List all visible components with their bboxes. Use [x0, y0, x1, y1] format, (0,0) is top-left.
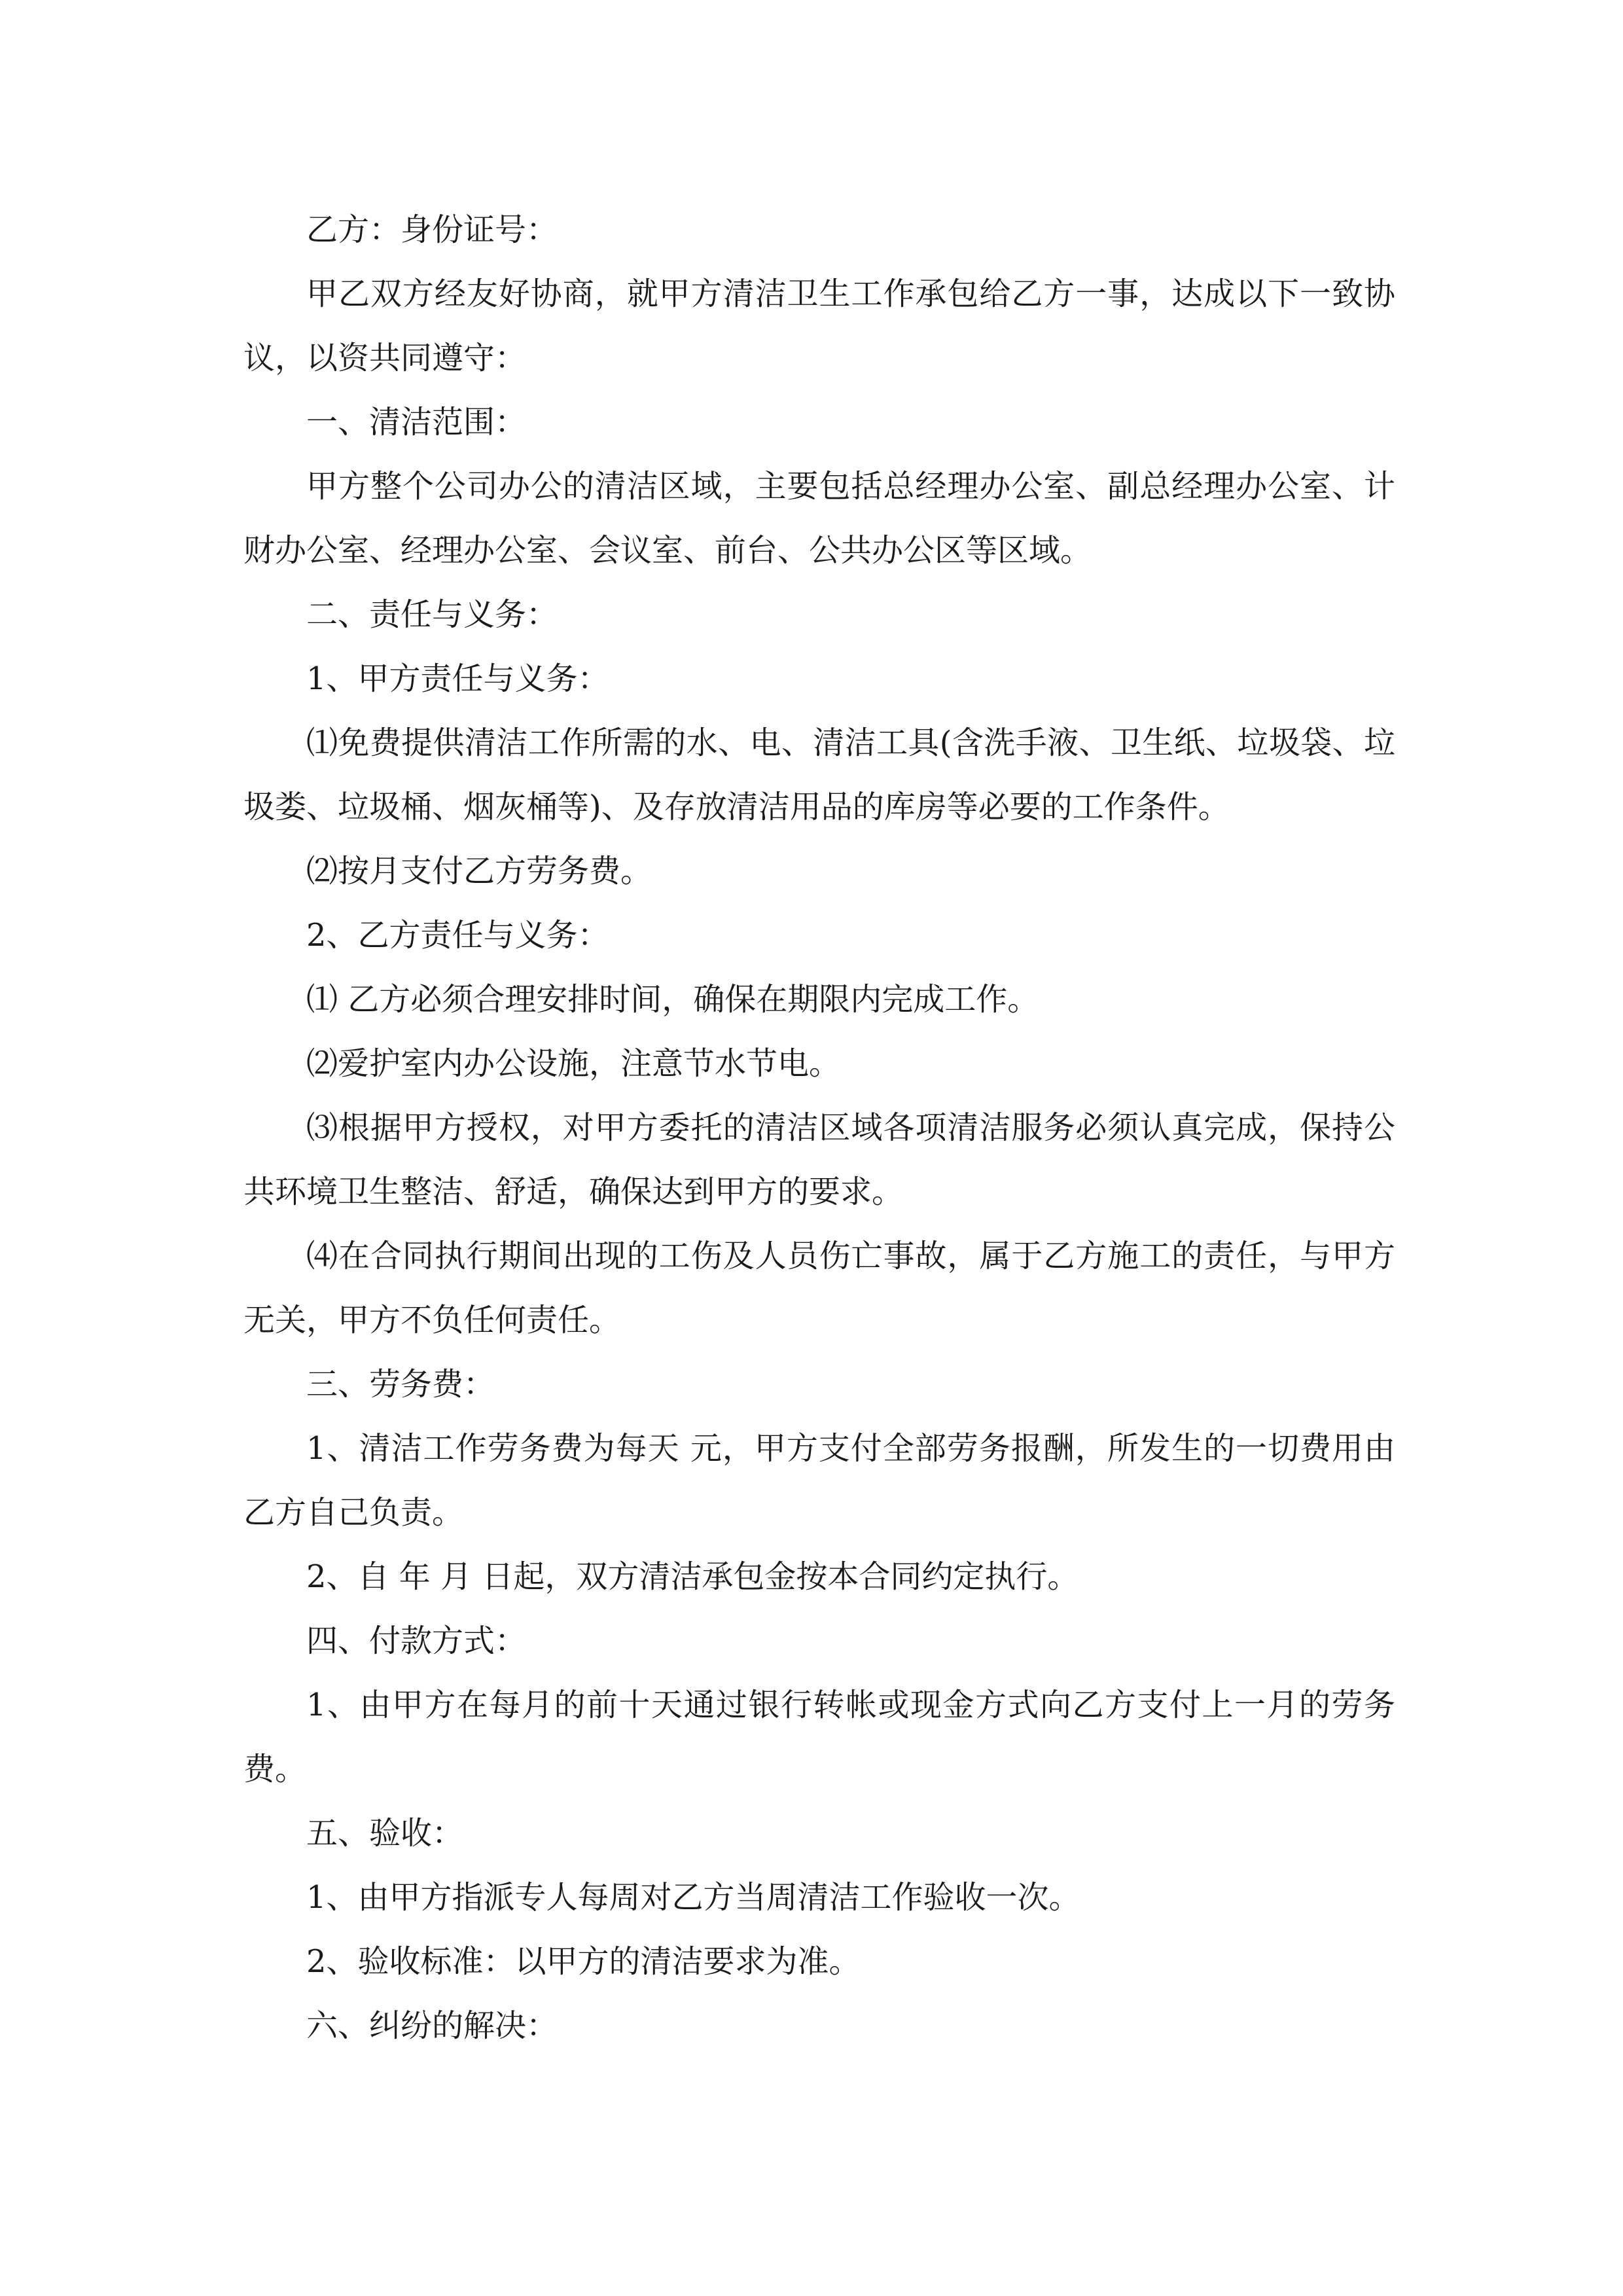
section-heading-duties: 二、责任与义务： [306, 596, 558, 633]
section-heading-scope: 一、清洁范围： [306, 404, 527, 440]
party-b-duty-3: ⑶根据甲方授权，对甲方委托的清洁区域各项清洁服务必须认真完成，保持公共环境卫生整洁、舒适，确保达到甲方的要求。 [243, 1109, 1395, 1210]
section-heading-payment: 四、付款方式： [306, 1623, 527, 1659]
fee-clause-1: 1、清洁工作劳务费为每天 元，甲方支付全部劳务报酬，所发生的一切费用由乙方自己负责。 [243, 1430, 1395, 1531]
document-body [243, 198, 1395, 2058]
preamble-paragraph: 甲乙双方经友好协商，就甲方清洁卫生工作承包给乙方一事，达成以下一致协议，以资共同遵守： [243, 276, 1395, 376]
section-heading-fees: 三、劳务费： [306, 1366, 495, 1403]
party-a-duty-1: ⑴免费提供清洁工作所需的水、电、清洁工具(含洗手液、卫生纸、垃圾袋、垃圾娄、垃圾桶、烟灰桶等)、及存放清洁用品的库房等必要的工作条件。 [243, 725, 1395, 825]
section-heading-acceptance: 五、验收： [306, 1815, 464, 1852]
party-b-duty-4: ⑷在合同执行期间出现的工伤及人员伤亡事故，属于乙方施工的责任，与甲方无关，甲方不负任何责任。 [243, 1238, 1395, 1338]
acceptance-clause-1: 1、由甲方指派专人每周对乙方当周清洁工作验收一次。 [306, 1879, 1080, 1916]
subheading-party-a-duties: 1、甲方责任与义务： [306, 660, 609, 697]
fee-clause-2: 2、自 年 月 日起，双方清洁承包金按本合同约定执行。 [306, 1558, 1079, 1595]
party-a-duty-2: ⑵按月支付乙方劳务费。 [306, 853, 652, 889]
party-b-duty-1: ⑴ 乙方必须合理安排时间，确保在期限内完成工作。 [306, 981, 1039, 1018]
acceptance-clause-2: 2、验收标准：以甲方的清洁要求为准。 [306, 1943, 861, 1980]
subheading-party-b-duties: 2、乙方责任与义务： [306, 917, 609, 954]
scope-paragraph: 甲方整个公司办公的清洁区域，主要包括总经理办公室、副总经理办公室、计财办公室、经理办公室、会议室、前台、公共办公区等区域。 [243, 468, 1395, 569]
party-b-id-line: 乙方：身份证号： [306, 211, 558, 248]
payment-clause-1: 1、由甲方在每月的前十天通过银行转帐或现金方式向乙方支付上一月的劳务费。 [243, 1687, 1395, 1787]
party-b-duty-2: ⑵爱护室内办公设施，注意节水节电。 [306, 1045, 841, 1082]
section-heading-disputes: 六、纠纷的解决： [306, 2007, 558, 2044]
